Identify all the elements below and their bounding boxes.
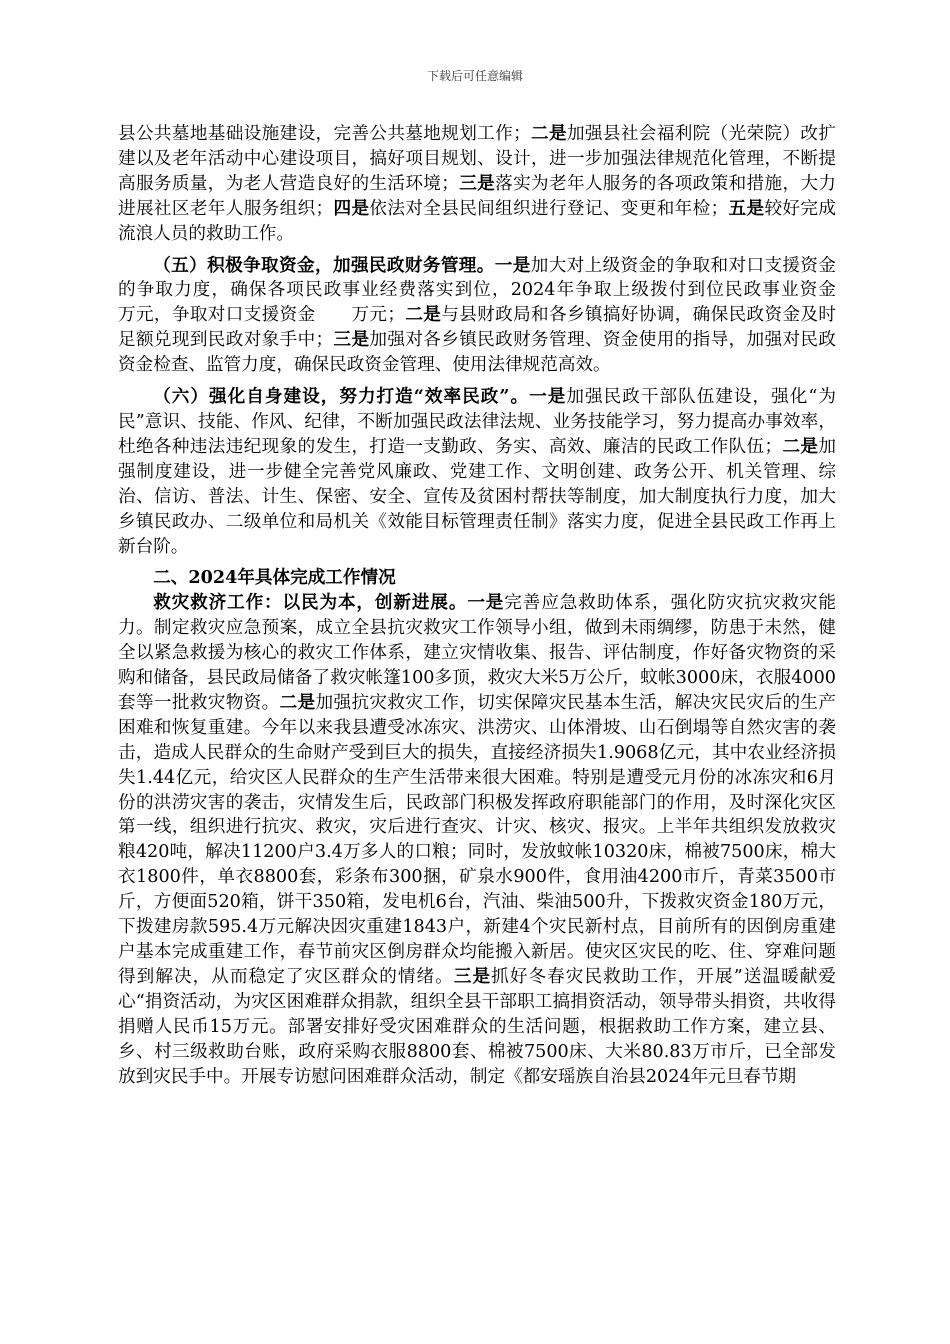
- text-run: 加强县社会福利院（光荣院）改扩建以及老年活动中心建设项目，搞好项目规划、设计，进一步加强法律规范化管理，不断提高服务质量，为老人营造良好的生活环境；: [118, 124, 836, 194]
- bold-text-run: 二是: [404, 304, 442, 326]
- paragraph-disaster-relief: [118, 591, 836, 1089]
- page-header: 下载后可任意编辑: [426, 69, 523, 83]
- text-run: 加强抗灾救灾工作，切实保障灾民基本生活，解决灾民灾后的生产困难和恢复重建。今年以来我县遭受冰冻灾、洪涝灾、山体滑坡、山石倒塌等自然灾害的袭击，造成人民群众的生命财产受到巨大的损失，直接经济损失1.9068亿元，其中农业经济损失1.44亿元，给灾区人民群众的生产生活带来很大困难。特别是遭受元月份的冰冻灾和6月份的洪涝灾害的袭击，灾情发生后，民政部门积极发挥政府职能部门的作用，及时深化灾区第一线，组织进行抗灾、救灾，灾后进行查灾、计灾、核灾、报灾。上半年共组织发放救灾粮420吨，解决11200户3.4万多人的口粮；同时，发放蚊帐10320床，棉被7500床，棉大衣1800件，单衣8800套，彩条布300捆，矿泉水900件，食用油4200市斤，青菜3500市斤，方便面520箱，饼干350箱，发电机6台，汽油、柴油500升，下拨救灾资金180万元，下拨建房款595.4万元解决因灾重建1843户，新建4个灾民新村点，目前所有的因倒房重建户基本完成重建工作，春节前灾区倒房群众均能搬入新居。使灾区灾民的吃、住、穿难问题得到解决，从而稳定了灾区群众的情绪。: [118, 692, 836, 987]
- paragraph-welfare: [118, 122, 836, 247]
- bold-text-run: 四是: [333, 197, 370, 219]
- bold-text-run: 三是: [453, 965, 492, 987]
- text-run: 加大对上级资金的争取和对口支援资金的争取力度，确保各项民政事业经费落实到位，2024年争取上级拨付到位民政事业资金 万元，争取对口支援资金 万元；: [118, 255, 872, 326]
- bold-text-run: 二是: [782, 435, 819, 457]
- text-run: 落实为老年人服务的各项政策和措施，大力进展社区老年人服务组织；: [118, 173, 836, 219]
- bold-text-run: 二、2024年具体完成工作情况: [153, 567, 396, 589]
- text-run: 较好完成流浪人员的救助工作。: [118, 198, 836, 244]
- section-heading: [118, 566, 836, 591]
- bold-text-run: 三是: [333, 329, 370, 351]
- bold-text-run: 一是: [467, 592, 505, 614]
- bold-text-run: 二是: [279, 691, 316, 713]
- text-run: 抓好冬春灾民救助工作，开展”送温暖献爱心“捐资活动，为灾区困难群众捐款，组织全县干部职工搞捐资活动，领导带头捐资，共收得捐赠人民币15万元。部署安排好受灾困难群众的生活问题，根据救助工作方案，建立县、乡、村三级救助台账，政府采购衣服8800套、棉被7500床、大米80.83万市斤，已全部发放到灾民手中。开展专访慰问困难群众活动，制定《都安瑶族自治县2024年元旦春节期: [118, 966, 836, 1087]
- text-run: 加强对各乡镇民政财务管理、资金使用的指导，加强对民政资金检查、监管力度，确保民政资金管理、使用法律规范高效。: [118, 330, 836, 376]
- document-body: [118, 122, 872, 1089]
- paragraph-self-building: [118, 385, 836, 559]
- bold-text-run: 五是: [728, 197, 765, 219]
- bold-text-run: 二是: [530, 123, 567, 144]
- bold-text-run: 一是: [529, 386, 567, 408]
- text-run: 加强制度建设，进一步健全完善党风廉政、党建工作、文明创建、政务公开、机关管理、综治、信访、普法、计生、保密、安全、宣传及贫困村帮扶等制度，加大制度执行力度，加大乡镇民政办、二级单位和局机关《效能目标管理责任制》落实力度，促进全县民政工作再上新台阶。: [118, 436, 836, 557]
- paragraph-finance: [118, 254, 872, 379]
- bold-text-run: 救灾救济工作：以民为本，创新进展。: [153, 592, 468, 614]
- bold-text-run: 一是: [494, 254, 531, 276]
- text-run: 县公共墓地基础设施建设，完善公共墓地规划工作；: [118, 124, 531, 144]
- bold-text-run: （五）积极争取资金，加强民政财务管理。: [153, 254, 495, 276]
- text-run: 完善应急救助体系，强化防灾抗灾救灾能力。制定救灾应急预案，成立全县抗灾救灾工作领导小组，做到未雨绸缪，防患于未然，健全以紧急救援为核心的救灾工作体系，建立灾情收集、报告、评估制度，作好备灾物资的采购和储备，县民政局储备了救灾帐篷100多顶，救灾大米5万公斤，蚊帐3000床，衣服4000套等一批救灾物资。: [118, 593, 836, 713]
- bold-text-run: （六）强化自身建设，努力打造“效率民政”。: [153, 386, 530, 408]
- bold-text-run: 三是: [458, 172, 496, 194]
- text-run: 依法对全县民间组织进行登记、变更和年检；: [369, 198, 729, 219]
- text-run: 与县财政局和各乡镇搞好协调，确保民政资金及时足额兑现到民政对象手中；: [118, 305, 836, 351]
- text-run: 加强民政干部队伍建设，强化“为民”意识、技能、作风、纪律，不断加强民政法律法规、业务技能学习，努力提高办事效率，杜绝各种违法违纪现象的发生，打造一支勤政、务实、高效、廉洁的民政工作队伍；: [118, 387, 836, 457]
